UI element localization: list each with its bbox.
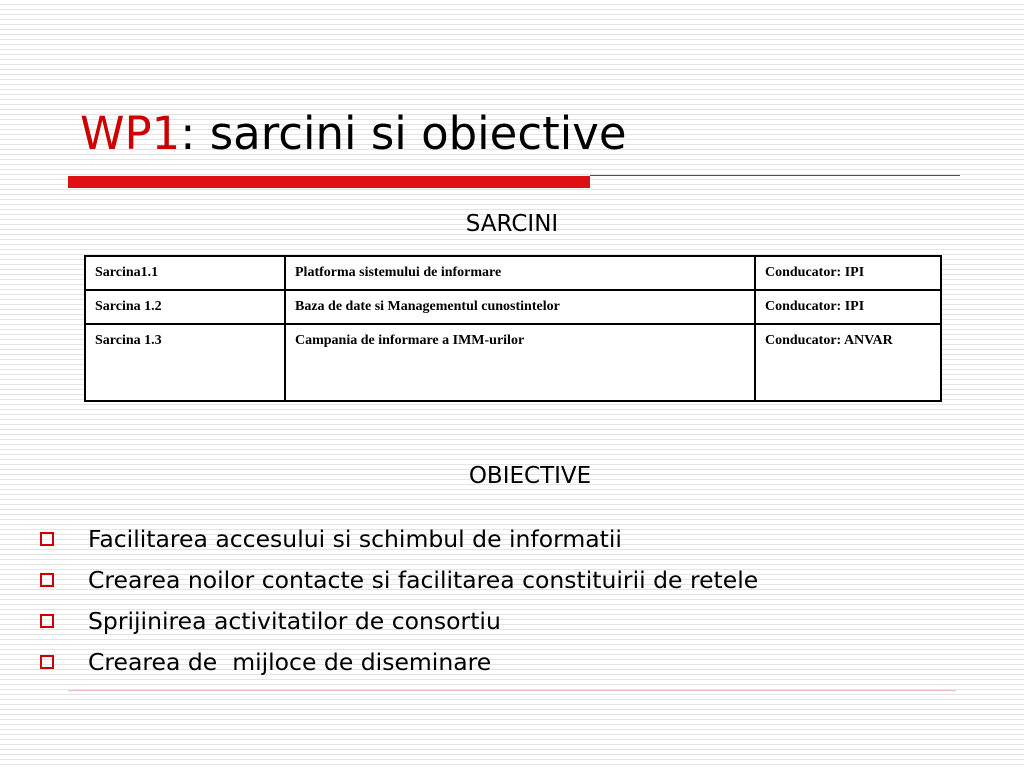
- objective-text: Crearea de mijloce de diseminare: [88, 647, 492, 676]
- task-lead: Conducator: ANVAR: [755, 324, 941, 401]
- list-item: [40, 600, 758, 641]
- list-item: [40, 559, 758, 600]
- title-underline-thick: [68, 176, 590, 188]
- objective-text: Facilitarea accesului si schimbul de informatii: [88, 524, 622, 553]
- table-row: [85, 290, 941, 324]
- slide-title: [80, 104, 627, 164]
- objective-text: Sprijinirea activitatilor de consortiu: [88, 606, 501, 635]
- square-bullet-icon: [40, 532, 54, 546]
- title-accent: WP1: [80, 107, 181, 160]
- square-bullet-icon: [40, 573, 54, 587]
- title-underline-thin: [590, 175, 960, 176]
- sarcini-heading: SARCINI: [465, 211, 559, 237]
- obiective-heading: OBIECTIVE: [468, 463, 592, 489]
- task-id: Sarcina 1.3: [85, 324, 285, 401]
- task-id: Sarcina1.1: [85, 256, 285, 290]
- task-lead: Conducator: IPI: [755, 256, 941, 290]
- list-item: [40, 518, 758, 559]
- table-row: [85, 324, 941, 401]
- title-rest: : sarcini si obiective: [180, 107, 627, 160]
- task-id: Sarcina 1.2: [85, 290, 285, 324]
- objective-text: Crearea noilor contacte si facilitarea constituirii de retele: [88, 565, 759, 594]
- task-name: Baza de date si Managementul cunostintelor: [285, 290, 755, 324]
- objectives-list: [40, 518, 758, 682]
- tasks-table: [84, 255, 942, 402]
- footer-divider: [68, 690, 956, 691]
- task-lead: Conducator: IPI: [755, 290, 941, 324]
- task-name: Campania de informare a IMM-urilor: [285, 324, 755, 401]
- square-bullet-icon: [40, 655, 54, 669]
- task-name: Platforma sistemului de informare: [285, 256, 755, 290]
- square-bullet-icon: [40, 614, 54, 628]
- table-row: [85, 256, 941, 290]
- list-item: [40, 641, 758, 682]
